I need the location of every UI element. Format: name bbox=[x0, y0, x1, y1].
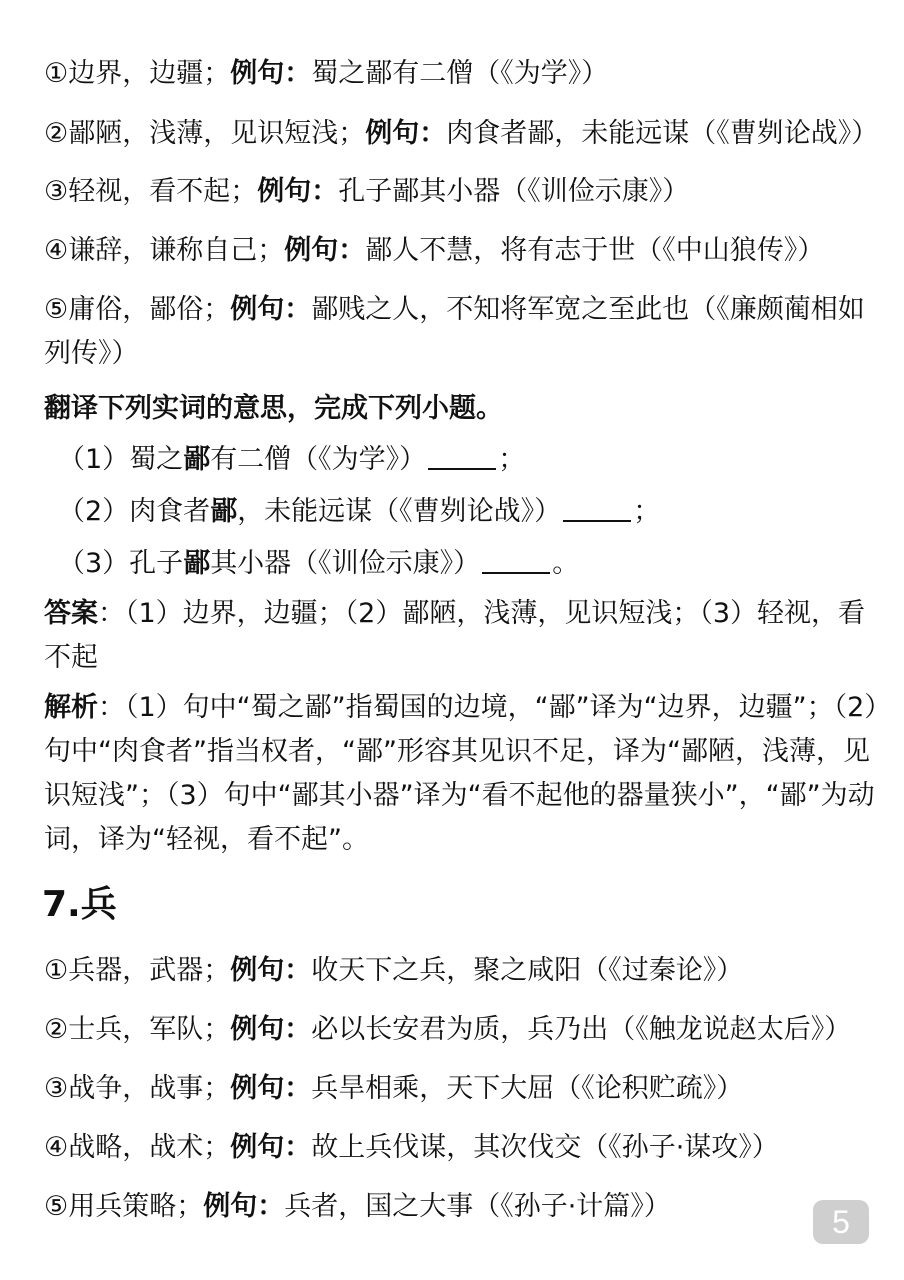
question-pre: （2）肉食者 bbox=[58, 496, 211, 527]
meaning: ②士兵，军队； bbox=[44, 1014, 231, 1045]
meaning: ④谦辞，谦称自己； bbox=[44, 235, 285, 266]
example-sentence: 收天下之兵，聚之咸阳（《过秦论》） bbox=[311, 955, 744, 986]
meaning: ④战略，战术； bbox=[44, 1132, 231, 1163]
question-1 bbox=[58, 438, 884, 482]
question-post: ，未能远谋（《曹刿论战》） bbox=[237, 496, 562, 527]
bi-entry-2 bbox=[44, 112, 884, 156]
question-2 bbox=[58, 490, 884, 534]
meaning: ⑤庸俗，鄙俗； bbox=[44, 294, 231, 325]
meaning: ③战争，战事； bbox=[44, 1073, 231, 1104]
example-label: 例句： bbox=[230, 1014, 312, 1045]
meaning: ①兵器，武器； bbox=[44, 955, 231, 986]
example-label: 例句： bbox=[365, 118, 447, 149]
bing-entry-1 bbox=[44, 949, 884, 993]
question-3 bbox=[58, 542, 884, 586]
bi-entry-4 bbox=[44, 229, 884, 273]
analysis-block bbox=[44, 686, 880, 862]
bing-entry-4 bbox=[44, 1126, 884, 1170]
question-pre: （1）蜀之 bbox=[58, 444, 184, 475]
example-sentence: 蜀之鄙有二僧（《为学》） bbox=[311, 58, 609, 89]
question-end: 。 bbox=[552, 548, 580, 579]
question-pre: （3）孔子 bbox=[58, 548, 184, 579]
example-sentence: 鄙人不慧，将有志于世（《中山狼传》） bbox=[365, 235, 825, 266]
answer-text: ：（1）边界，边疆；（2）鄙陋，浅薄，见识短浅；（3）轻视，看不起 bbox=[44, 598, 866, 673]
analysis-label: 解析 bbox=[44, 692, 98, 723]
analysis-text: ：（1）句中“蜀之鄙”指蜀国的边境，“鄙”译为“边界，边疆”；（2）句中“肉食者”指当权者，“鄙”形容其见识不足，译为“鄙陋，浅薄，见识短浅”；（3）句中“鄙其小器”译为“看不起他的器量狭小”，“鄙”为动词，译为“轻视，看不起”。 bbox=[44, 692, 878, 855]
answer-blank bbox=[482, 546, 550, 574]
bi-entry-1 bbox=[44, 52, 884, 96]
meaning: ①边界，边疆； bbox=[44, 58, 231, 89]
example-label: 例句： bbox=[230, 955, 312, 986]
bi-entry-5 bbox=[44, 288, 874, 376]
meaning: ②鄙陋，浅薄，见识短浅； bbox=[44, 118, 366, 149]
meaning: ③轻视，看不起； bbox=[44, 176, 258, 207]
question-keyword: 鄙 bbox=[183, 444, 211, 475]
answer-blank bbox=[563, 494, 631, 522]
answer-blank bbox=[428, 442, 496, 470]
example-sentence: 兵旱相乘，天下大屈（《论积贮疏》） bbox=[311, 1073, 744, 1104]
question-end: ； bbox=[633, 496, 661, 527]
example-sentence: 必以长安君为质，兵乃出（《触龙说赵太后》） bbox=[311, 1014, 852, 1045]
answer-block bbox=[44, 592, 874, 680]
exercise-title: 翻译下列实词的意思，完成下列小题。 bbox=[44, 393, 503, 424]
meaning: ⑤用兵策略； bbox=[44, 1191, 204, 1222]
question-keyword: 鄙 bbox=[183, 548, 211, 579]
example-label: 例句： bbox=[257, 176, 339, 207]
example-sentence: 鄙贱之人，不知将军宽之至此也（《廉颇蔺相如列传》） bbox=[44, 294, 865, 369]
example-sentence: 兵者，国之大事（《孙子·计篇》） bbox=[284, 1191, 671, 1222]
bi-entry-3 bbox=[44, 170, 884, 214]
example-label: 例句： bbox=[230, 1073, 312, 1104]
answer-label: 答案 bbox=[44, 598, 98, 629]
question-end: ； bbox=[498, 444, 526, 475]
example-sentence: 肉食者鄙，未能远谋（《曹刿论战》） bbox=[446, 118, 879, 149]
bing-entry-2 bbox=[44, 1008, 884, 1052]
example-label: 例句： bbox=[230, 294, 312, 325]
bing-entry-5 bbox=[44, 1185, 884, 1229]
question-post: 其小器（《训俭示康》） bbox=[210, 548, 481, 579]
question-post: 有二僧（《为学》） bbox=[210, 444, 427, 475]
page-number-badge: 5 bbox=[813, 1200, 869, 1244]
example-sentence: 故上兵伐谋，其次伐交（《孙子·谋攻》） bbox=[311, 1132, 779, 1163]
example-sentence: 孔子鄙其小器（《训俭示康》） bbox=[338, 176, 690, 207]
example-label: 例句： bbox=[284, 235, 366, 266]
section-title: 7.兵 bbox=[42, 884, 117, 925]
example-label: 例句： bbox=[230, 58, 312, 89]
example-label: 例句： bbox=[203, 1191, 285, 1222]
example-label: 例句： bbox=[230, 1132, 312, 1163]
question-keyword: 鄙 bbox=[210, 496, 238, 527]
bing-entry-3 bbox=[44, 1067, 884, 1111]
